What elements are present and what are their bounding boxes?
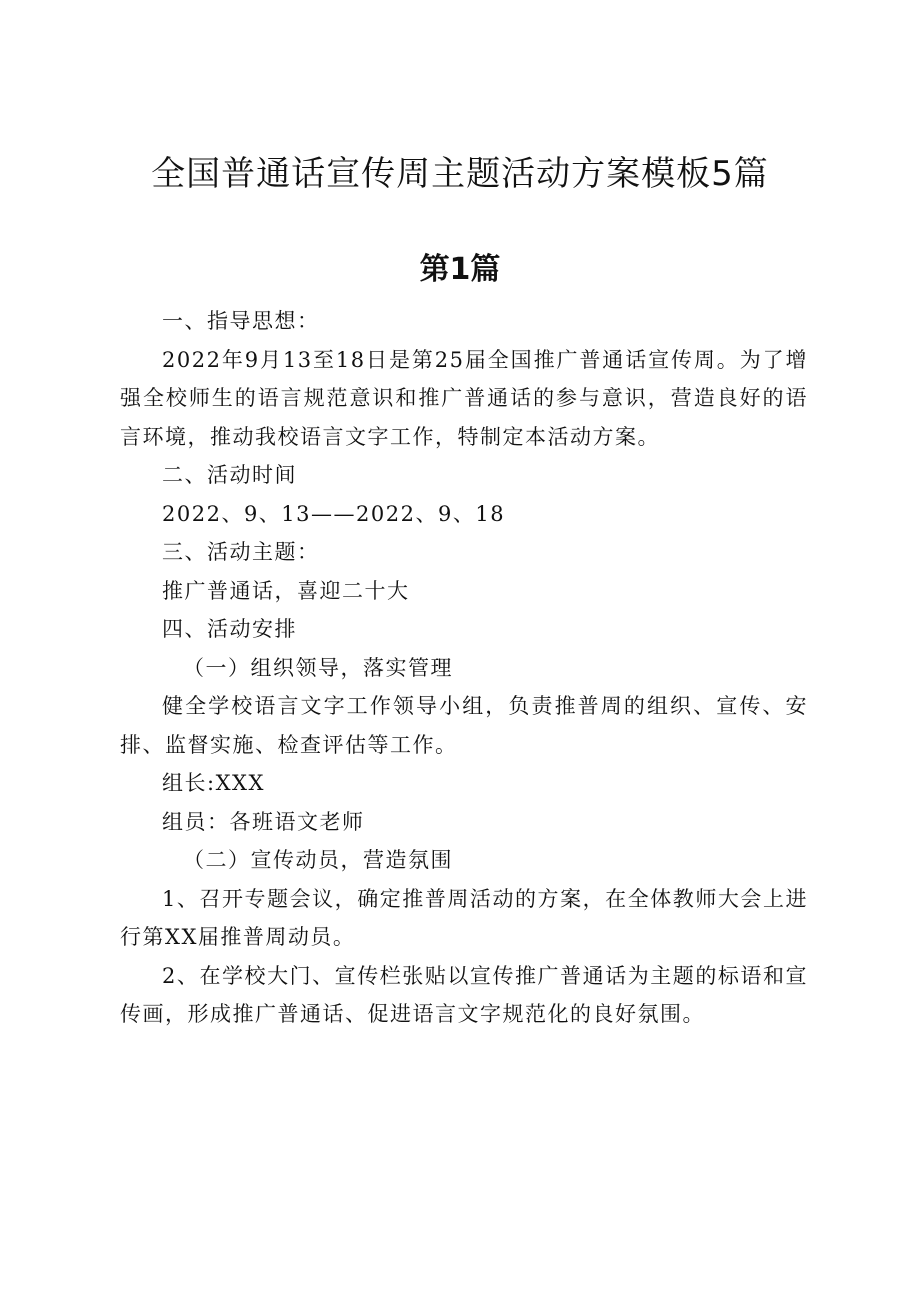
activity-date-range: 2022、9、13——2022、9、18 bbox=[162, 501, 506, 526]
paragraph-intro: 2022年9月13至18日是第25届全国推广普通话宣传周。为了增强全校师生的语言规范意识和推广普通话的参与意识，营造良好的语言环境，推动我校语言文字工作，特制定本活动方案。 bbox=[120, 347, 808, 449]
heading-activity-time: 二、活动时间 bbox=[162, 463, 297, 487]
heading-activity-arrangement: 四、活动安排 bbox=[162, 617, 297, 641]
section-heading: 第1篇 bbox=[419, 252, 501, 287]
heading-activity-theme: 三、活动主题： bbox=[162, 540, 320, 564]
subheading-publicity: （二）宣传动员，营造氛围 bbox=[183, 848, 453, 872]
paragraph-organization: 健全学校语言文字工作领导小组，负责推普周的组织、宣传、安排、监督实施、检查评估等工作。 bbox=[120, 694, 808, 757]
team-leader: 组长:XXX bbox=[162, 771, 265, 795]
team-members: 组员：各班语文老师 bbox=[162, 809, 365, 834]
document-body bbox=[120, 302, 808, 1034]
document-title: 全国普通话宣传周主题活动方案模板5篇 bbox=[151, 154, 769, 194]
subheading-organization: （一）组织领导，落实管理 bbox=[183, 655, 453, 680]
activity-theme-text: 推广普通话，喜迎二十大 bbox=[162, 578, 410, 603]
paragraph-item-1: 1、召开专题会议，确定推普周活动的方案，在全体教师大会上进行第XX届推普周动员。 bbox=[120, 886, 808, 949]
heading-guiding-ideology: 一、指导思想： bbox=[162, 309, 320, 333]
paragraph-item-2: 2、在学校大门、宣传栏张贴以宣传推广普通话为主题的标语和宣传画，形成推广普通话、促进语言文字规范化的良好氛围。 bbox=[120, 963, 808, 1026]
